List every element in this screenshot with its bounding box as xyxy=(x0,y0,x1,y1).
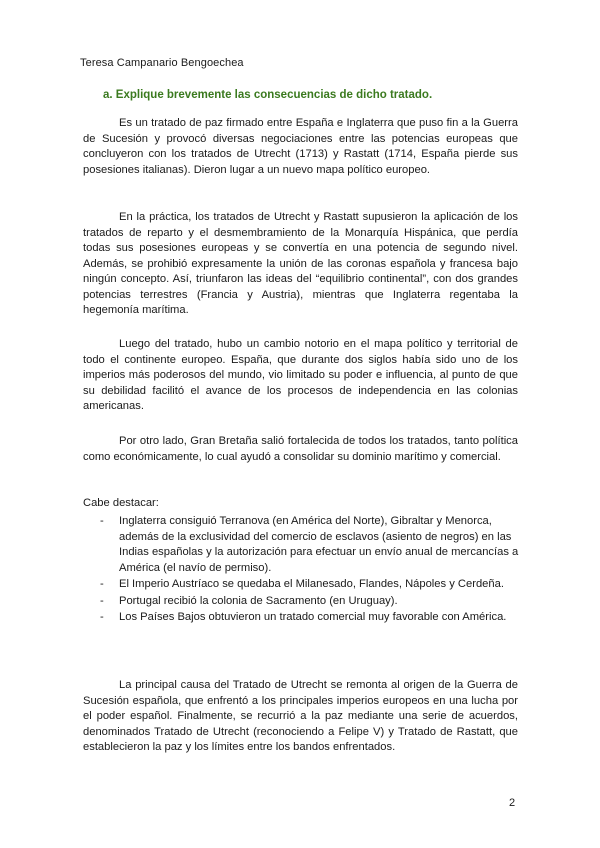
bullet-dash: - xyxy=(100,611,104,623)
author-header: Teresa Campanario Bengoechea xyxy=(80,57,244,69)
list-item-text: Portugal recibió la colonia de Sacramento (en Uruguay). xyxy=(119,594,398,607)
paragraph-1: Es un tratado de paz firmado entre España e Inglaterra que puso fin a la Guerra de Sucesión y provocó diversas negociaciones entre las potencias europeas que concluyeron con los tratados de Utrecht (1713) y Rastatt (1714, España pierde sus posesiones italianas). Dieron lugar a un nuevo mapa político europeo. xyxy=(83,117,518,176)
list-item xyxy=(97,594,520,610)
bullet-dash: - xyxy=(100,594,104,607)
section-heading: a. Explique brevemente las consecuencias de dicho tratado. xyxy=(103,89,433,101)
paragraph-2: En la práctica, los tratados de Utrecht y Rastatt supusieron la aplicación de los tratados de reparto y el desmembramiento de la Monarquía Hispánica, que perdía todas sus posesiones europeas y se convertía en una potencia de segundo nivel. Además, se prohibió expresamente la unión de las coronas española y francesa bajo ningún concepto. Así, triunfaron las ideas del “equilibrio continental”, con dos grandes potencias terrestres (Francia y Austria), mientras que Inglaterra regentaba la hegemonía marítima. xyxy=(83,211,518,316)
list-item-text: Inglaterra consiguió Terranova (en América del Norte), Gibraltar y Menorca, además de la exclusividad del comercio de esclavos (asiento de negros) en las Indias españolas y la autorización para efectuar un envío anual de mercancías a América (el navío de permiso). xyxy=(119,515,519,574)
list-item-text: El Imperio Austríaco se quedaba el Milanesado, Flandes, Nápoles y Cerdeña. xyxy=(119,578,504,590)
bullet-dash: - xyxy=(100,515,104,527)
bullet-dash: - xyxy=(100,578,104,590)
paragraph-3: Luego del tratado, hubo un cambio notorio en el mapa político y territorial de todo el continente europeo. España, que durante dos siglos había sido uno de los imperios más poderosos del mundo, vio limitado su poder e influencia, al punto de que su debilidad facilitó el avance de los procesos de independencia en las colonias americanas. xyxy=(83,338,518,412)
highlights-list xyxy=(97,514,520,627)
list-item xyxy=(97,577,520,593)
closing-paragraph: La principal causa del Tratado de Utrecht se remonta al origen de la Guerra de Sucesión española, que enfrentó a los principales imperios europeos en una lucha por el poder español. Finalmente, se recurrió a la paz mediante una serie de acuerdos, denominados Tratado de Utrecht (reconociendo a Felipe V) y Tratado de Rastatt, que establecieron la paz y los límites entre los bandos enfrentados. xyxy=(83,679,518,753)
list-item xyxy=(97,514,520,576)
highlights-intro: Cabe destacar: xyxy=(83,497,159,509)
paragraph-4: Por otro lado, Gran Bretaña salió fortalecida de todos los tratados, tanto política como económicamente, lo cual ayudó a consolidar su dominio marítimo y comercial. xyxy=(83,435,518,463)
page-number: 2 xyxy=(509,797,516,809)
list-item-text: Los Países Bajos obtuvieron un tratado comercial muy favorable con América. xyxy=(119,611,507,623)
list-item xyxy=(97,610,520,626)
